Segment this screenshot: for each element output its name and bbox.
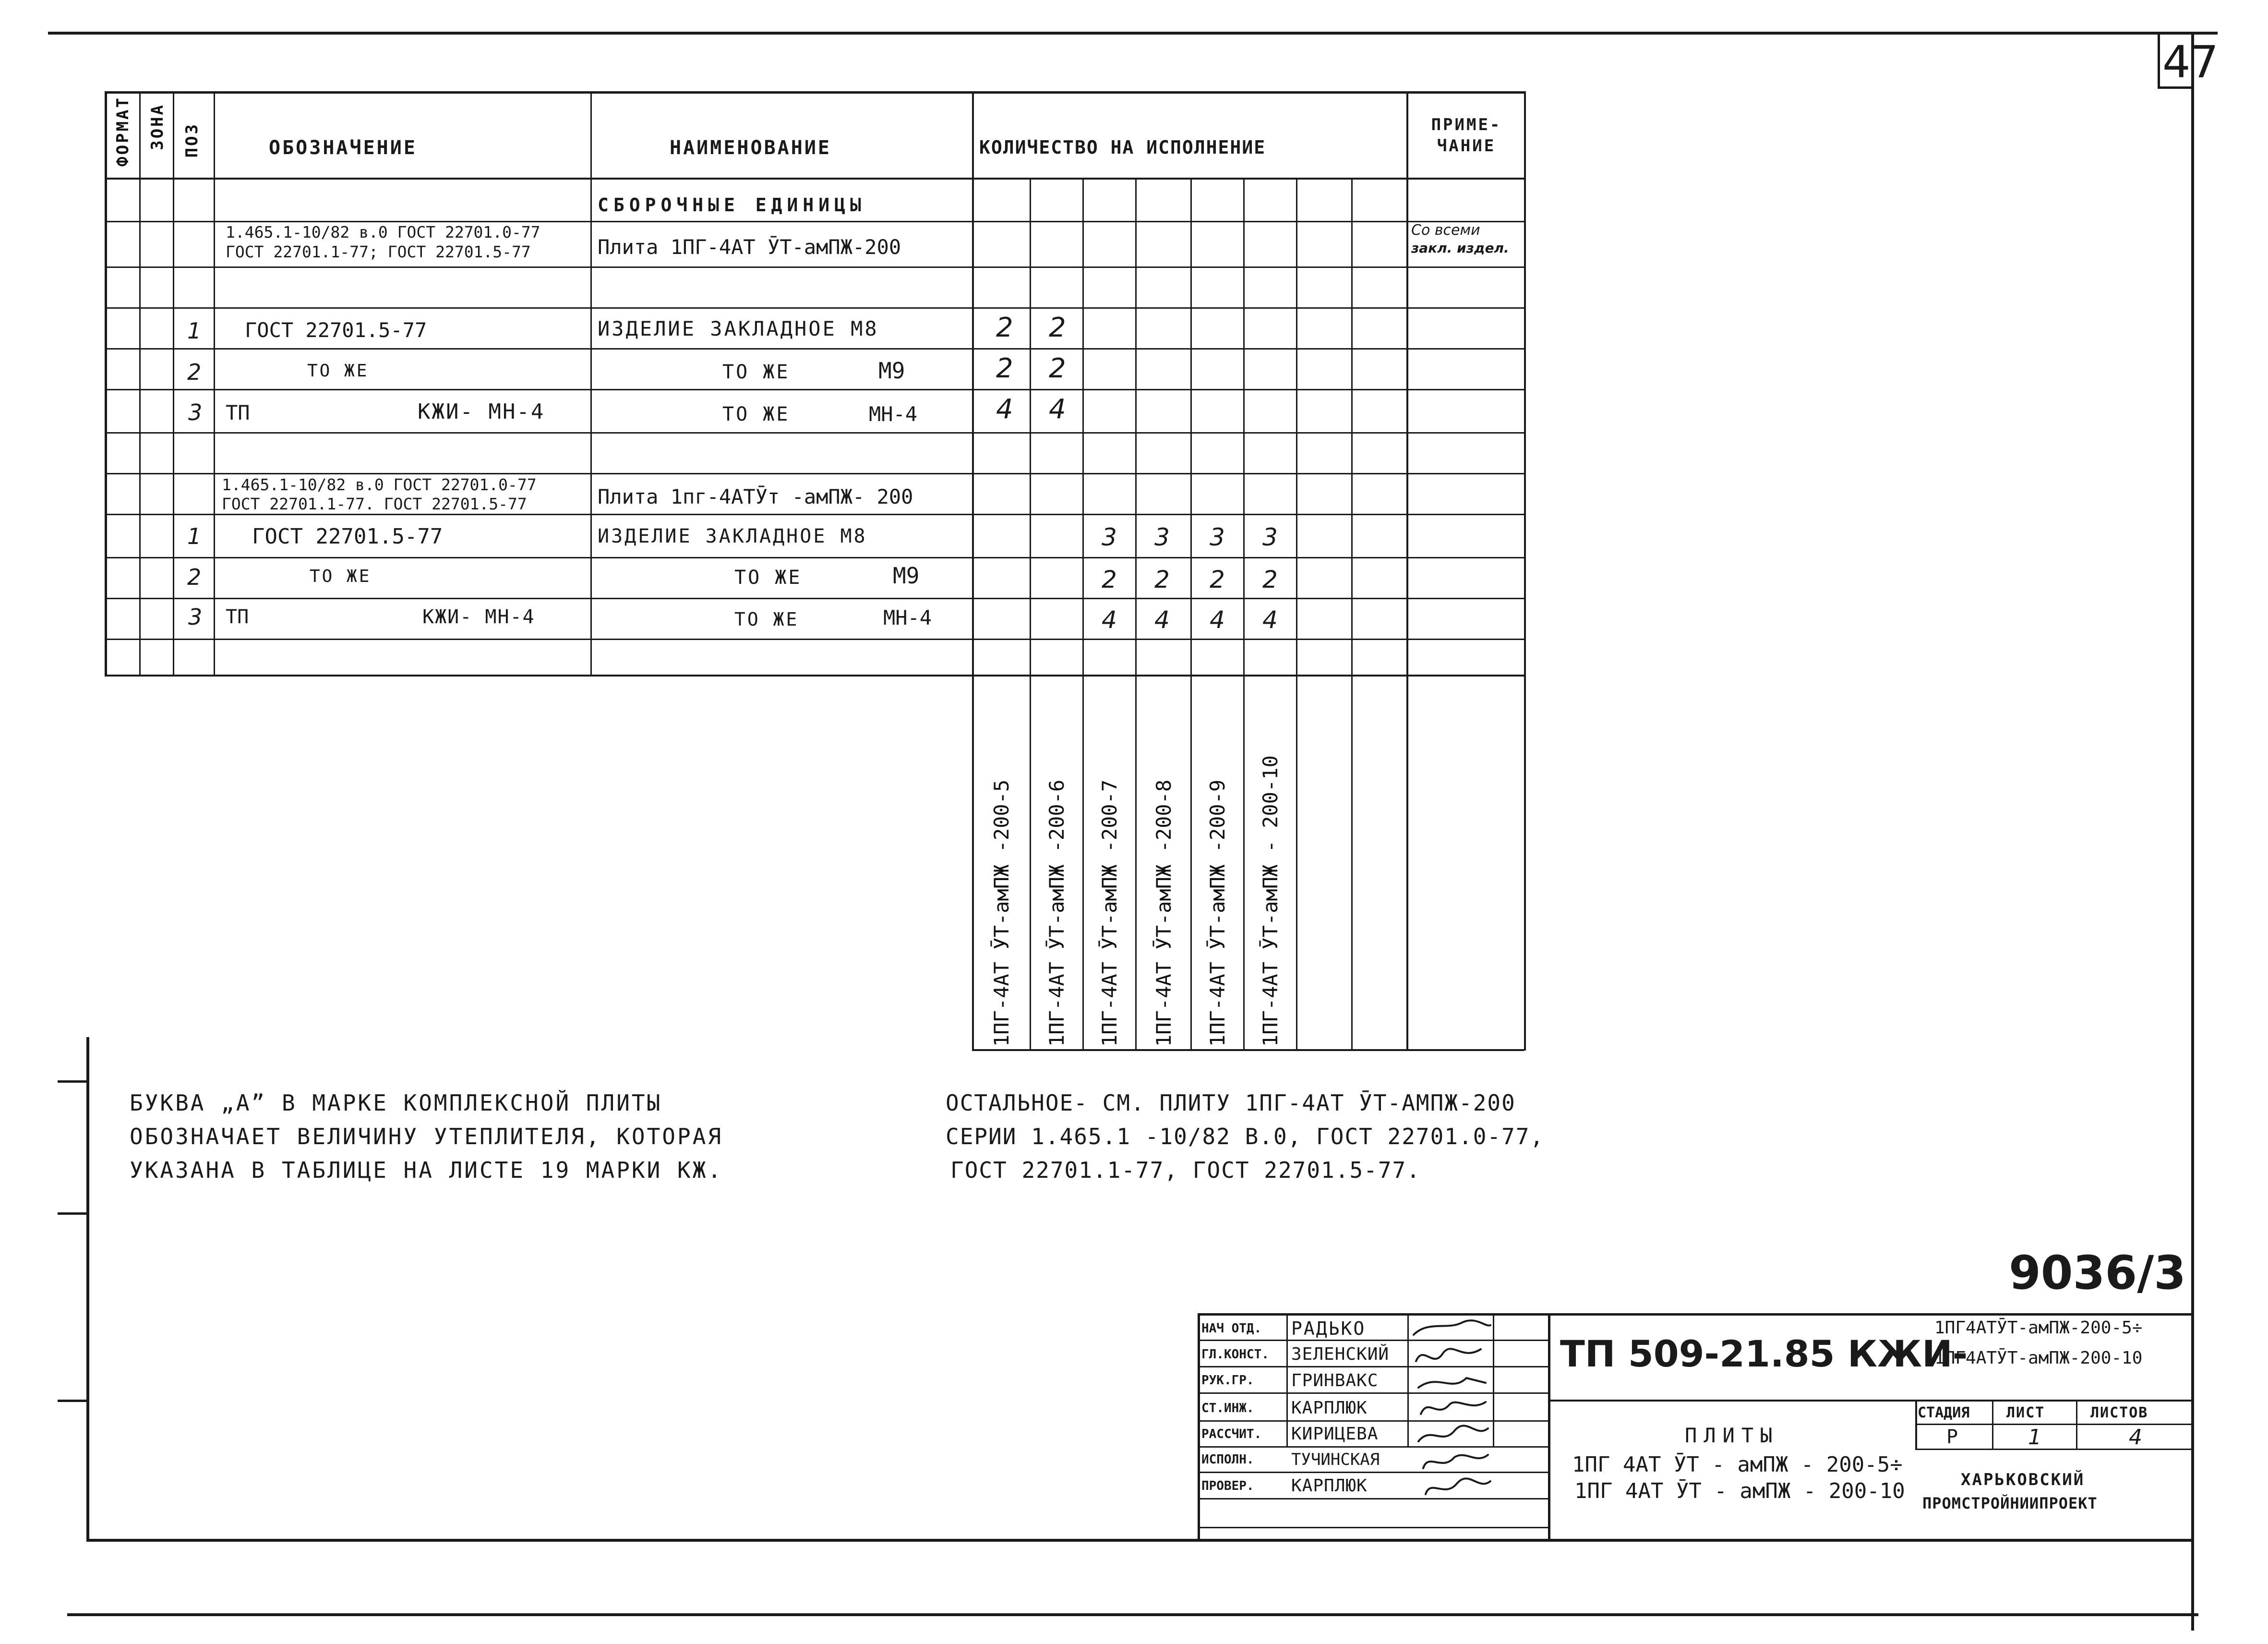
a1-qty-2: 2	[1049, 312, 1066, 343]
b1-designation: ГОСТ 22701.5-77	[252, 524, 443, 549]
drawing-title-2: 1ПГ 4АТ ӮТ - амПЖ - 200-5÷	[1572, 1452, 1903, 1477]
a3-designation: КЖИ- МН-4	[418, 399, 545, 424]
name-4: КИРИЦЕВА	[1291, 1424, 1379, 1444]
a3-qty-2: 4	[1049, 394, 1066, 425]
a2-designation: ТО ЖЕ	[307, 361, 369, 381]
block-a-note-2: закл. издел.	[1411, 240, 1509, 256]
b3-mark: МН-4	[883, 606, 932, 629]
variant-label-10: 1ПГ-4АТ ӮТ-амПЖ - 200-10	[1259, 755, 1282, 1047]
header-designation: ОБОЗНАЧЕНИЕ	[269, 137, 417, 159]
name-2: ГРИНВАКС	[1291, 1371, 1379, 1390]
role-4: РАССЧИТ.	[1201, 1427, 1262, 1441]
b3-designation-prefix: ТП	[226, 606, 249, 628]
header-note: ПРИМЕ-ЧАНИЕ	[1431, 115, 1502, 156]
section-label: СБОРОЧНЫЕ ЕДИНИЦЫ	[598, 194, 866, 216]
variant-label-5: 1ПГ-4АТ ӮТ-амПЖ -200-5	[990, 779, 1013, 1047]
note-right-line-2: СЕРИИ 1.465.1 -10/82 В.0, ГОСТ 22701.0-77,	[946, 1124, 1545, 1149]
role-1: ГЛ.КОНСТ.	[1201, 1347, 1269, 1362]
doc-variants-1: 1ПГ4АТӮТ-амПЖ-200-5÷	[1934, 1318, 2143, 1338]
header-name: НАИМЕНОВАНИЕ	[670, 137, 831, 159]
variant-label-9: 1ПГ-4АТ ӮТ-амПЖ -200-9	[1206, 779, 1229, 1047]
header-pos: ПОЗ	[182, 122, 202, 158]
block-a-designation-1: 1.465.1-10/82 в.0 ГОСТ 22701.0-77	[226, 223, 540, 242]
sheet-label: ЛИСТ	[2006, 1404, 2045, 1421]
b3-name: ТО ЖЕ	[734, 609, 799, 630]
b2-qty-6: 2	[1262, 566, 1278, 593]
note-right-line-3: ГОСТ 22701.1-77, ГОСТ 22701.5-77.	[950, 1157, 1421, 1183]
b3-designation: КЖИ- МН-4	[422, 606, 535, 628]
a2-qty-2: 2	[1049, 353, 1066, 384]
b3-qty-4: 4	[1154, 606, 1170, 634]
b2-mark: М9	[893, 563, 920, 589]
variant-label-7: 1ПГ-4АТ ӮТ-амПЖ -200-7	[1098, 779, 1121, 1047]
inventory-number: 9036/3	[2009, 1246, 2186, 1300]
a3-designation-prefix: ТП	[226, 401, 250, 424]
a1-qty-1: 2	[996, 312, 1013, 343]
a2-name: ТО ЖЕ	[722, 361, 790, 383]
doc-code: ТП 509-21.85 КЖИ-	[1560, 1332, 1968, 1375]
name-1: ЗЕЛЕНСКИЙ	[1291, 1344, 1390, 1364]
b1-qty-6: 3	[1262, 523, 1278, 551]
role-0: НАЧ ОТД.	[1201, 1321, 1262, 1336]
b3-qty-6: 4	[1262, 606, 1278, 634]
a3-name: ТО ЖЕ	[722, 403, 790, 425]
role-2: РУК.ГР.	[1201, 1373, 1254, 1388]
note-left-line-2: ОБОЗНАЧАЕТ ВЕЛИЧИНУ УТЕПЛИТЕЛЯ, КОТОРАЯ	[130, 1124, 723, 1149]
b2-designation: ТО ЖЕ	[310, 567, 372, 586]
b1-qty-3: 3	[1102, 523, 1117, 551]
name-5: ТУЧИНСКАЯ	[1291, 1450, 1380, 1469]
block-b-designation-2: ГОСТ 22701.1-77. ГОСТ 22701.5-77	[222, 495, 527, 513]
header-format: ФОРМАТ	[113, 96, 132, 167]
b1-qty-5: 3	[1210, 523, 1225, 551]
name-0: РАДЬКО	[1291, 1318, 1366, 1339]
note-left-line-1: БУКВА „А” В МАРКЕ КОМПЛЕКСНОЙ ПЛИТЫ	[130, 1090, 662, 1116]
note-right-line-1: ОСТАЛЬНОЕ- СМ. ПЛИТУ 1ПГ-4АТ ӮТ-АМПЖ-200	[946, 1090, 1516, 1116]
header-zone: ЗОНА	[148, 103, 167, 150]
block-a-designation-2: ГОСТ 22701.1-77; ГОСТ 22701.5-77	[226, 242, 531, 261]
name-3: КАРПЛЮК	[1291, 1398, 1368, 1418]
b2-pos: 2	[187, 564, 202, 590]
sheet-number: 47	[2162, 36, 2219, 88]
doc-variants-2: 1ПГ4АТӮТ-амПЖ-200-10	[1934, 1348, 2143, 1368]
role-5: ИСПОЛН.	[1201, 1452, 1254, 1467]
signatures	[1409, 1316, 1495, 1527]
b1-pos: 1	[187, 523, 202, 549]
name-6: КАРПЛЮК	[1291, 1476, 1368, 1496]
a1-name: ИЗДЕЛИЕ ЗАКЛАДНОЕ М8	[598, 317, 879, 340]
a2-pos: 2	[187, 359, 202, 385]
a3-pos: 3	[188, 399, 203, 425]
b2-qty-4: 2	[1154, 566, 1170, 593]
b2-name: ТО ЖЕ	[734, 567, 802, 589]
block-a-note-1: Со всеми	[1411, 222, 1480, 239]
b1-qty-4: 3	[1154, 523, 1170, 551]
variant-label-6: 1ПГ-4АТ ӮТ-амПЖ -200-6	[1045, 779, 1068, 1047]
role-6: ПРОВЕР.	[1201, 1479, 1254, 1493]
b3-qty-3: 4	[1102, 606, 1117, 634]
b2-qty-3: 2	[1102, 566, 1117, 593]
header-qty: КОЛИЧЕСТВО НА ИСПОЛНЕНИЕ	[979, 137, 1266, 158]
a3-mark: МН-4	[869, 402, 918, 426]
role-3: СТ.ИНЖ.	[1201, 1401, 1254, 1415]
drawing-title-1: ПЛИТЫ	[1685, 1424, 1779, 1447]
a1-pos: 1	[187, 318, 202, 344]
a1-designation: ГОСТ 22701.5-77	[245, 318, 427, 342]
block-b-name: Плита 1пг-4АТӮт -амПЖ- 200	[598, 485, 913, 508]
a2-mark: М9	[878, 358, 905, 384]
a3-qty-1: 4	[996, 394, 1013, 425]
b1-name: ИЗДЕЛИЕ ЗАКЛАДНОЕ М8	[598, 525, 867, 547]
sheet-value: 1	[2028, 1425, 2041, 1450]
b3-qty-5: 4	[1210, 606, 1225, 634]
stage-label: СТАДИЯ	[1918, 1404, 1970, 1421]
sheets-label: ЛИСТОВ	[2090, 1404, 2148, 1421]
variant-label-8: 1ПГ-4АТ ӮТ-амПЖ -200-8	[1152, 779, 1176, 1047]
b2-qty-5: 2	[1210, 566, 1225, 593]
note-left-line-3: УКАЗАНА В ТАБЛИЦЕ НА ЛИСТЕ 19 МАРКИ КЖ.	[130, 1157, 723, 1183]
stage-value: Р	[1946, 1426, 1958, 1448]
block-a-name: Плита 1ПГ-4АТ ӮТ-амПЖ-200	[598, 235, 901, 259]
sheets-value: 4	[2129, 1425, 2142, 1450]
drawing-title-3: 1ПГ 4АТ ӮТ - амПЖ - 200-10	[1574, 1479, 1905, 1503]
a2-qty-1: 2	[996, 353, 1013, 384]
block-b-designation-1: 1.465.1-10/82 в.0 ГОСТ 22701.0-77	[222, 475, 537, 494]
org-line-2: ПРОМСТРОЙНИИПРОЕКТ	[1922, 1494, 2098, 1512]
org-line-1: ХАРЬКОВСКИЙ	[1961, 1470, 2085, 1489]
b3-pos: 3	[188, 604, 203, 630]
